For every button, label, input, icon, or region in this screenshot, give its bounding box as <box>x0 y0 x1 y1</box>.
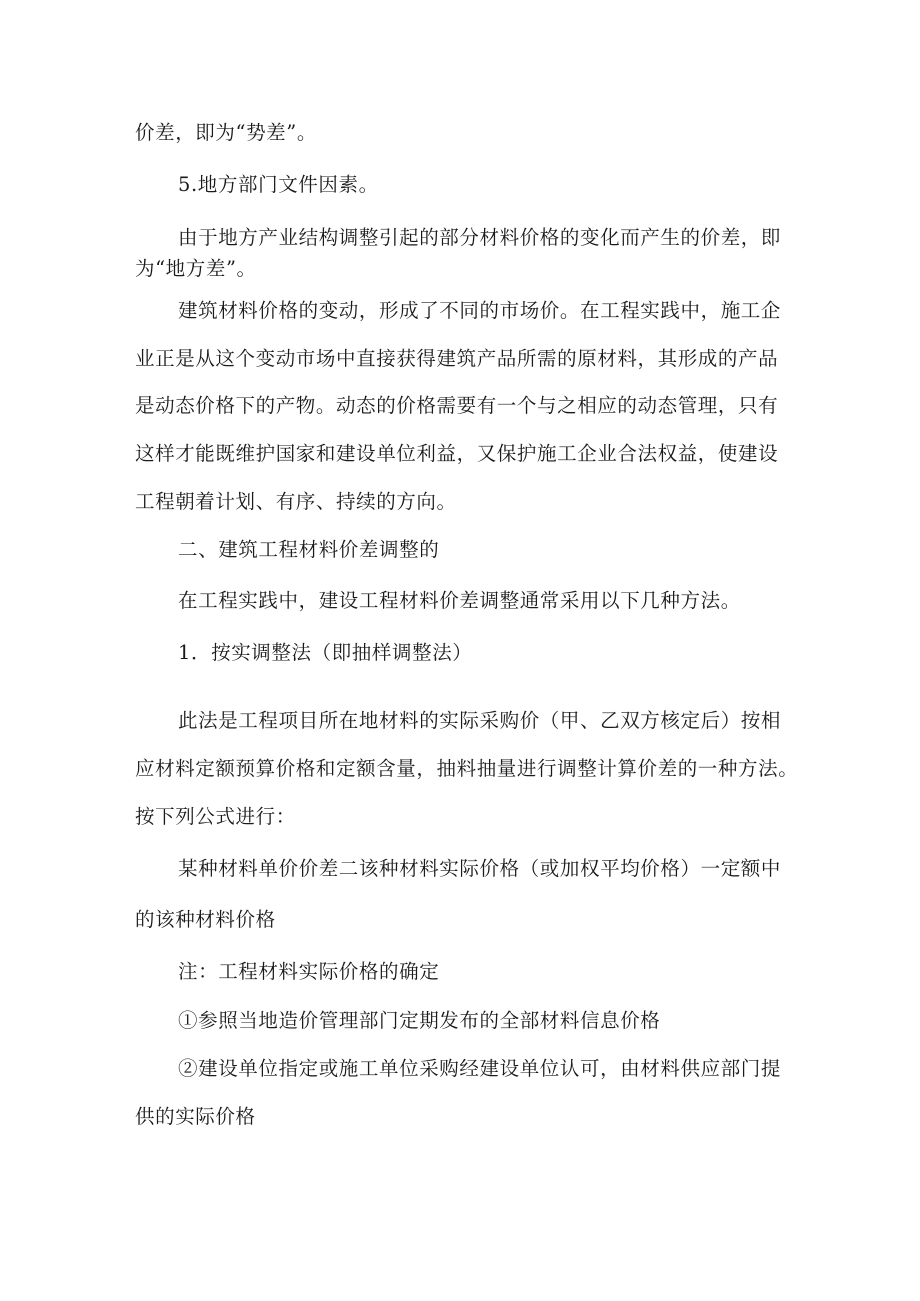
text-line: 在工程实践中，建设工程材料价差调整通常采用以下几种方法。 <box>178 589 741 612</box>
list-item: ①参照当地造价管理部门定期发布的全部材料信息价格 <box>178 1009 661 1032</box>
text-line: 某种材料单价价差二该种材料实际价格（或加权平均价格）一定额中 <box>178 857 782 880</box>
text-line: 按下列公式进行： <box>135 805 296 828</box>
text-line: 此法是工程项目所在地材料的实际采购价（甲、乙双方核定后）按相 <box>178 709 782 732</box>
text-line: 这样才能既维护国家和建设单位利益，又保护施工企业合法权益，使建设 <box>135 442 779 465</box>
text-line: 5.地方部门文件因素。 <box>178 173 379 196</box>
subsection-heading: 1．按实调整法（即抽样调整法） <box>178 641 473 664</box>
text-line: 为“地方差”。 <box>135 257 257 280</box>
section-heading: 二、建筑工程材料价差调整的 <box>178 538 440 561</box>
text-line: 注：工程材料实际价格的确定 <box>178 960 440 983</box>
text-line: 价差，即为“势差”。 <box>135 121 317 144</box>
text-line: 是动态价格下的产物。动态的价格需要有一个与之相应的动态管理，只有 <box>135 394 779 417</box>
list-item: ②建设单位指定或施工单位采购经建设单位认可，由材料供应部门提 <box>178 1057 782 1080</box>
text-line: 业正是从这个变动市场中直接获得建筑产品所需的原材料，其形成的产品 <box>135 347 779 370</box>
text-line: 由于地方产业结构调整引起的部分材料价格的变化而产生的价差，即 <box>178 226 782 249</box>
text-line: 供的实际价格 <box>135 1105 256 1128</box>
text-line: 工程朝着计划、有序、持续的方向。 <box>135 490 457 513</box>
text-line: 应材料定额预算价格和定额含量，抽料抽量进行调整计算价差的一种方法。 <box>135 757 799 780</box>
text-line: 建筑材料价格的变动，形成了不同的市场价。在工程实践中，施工企 <box>178 299 782 322</box>
text-line: 的该种材料价格 <box>135 908 276 931</box>
